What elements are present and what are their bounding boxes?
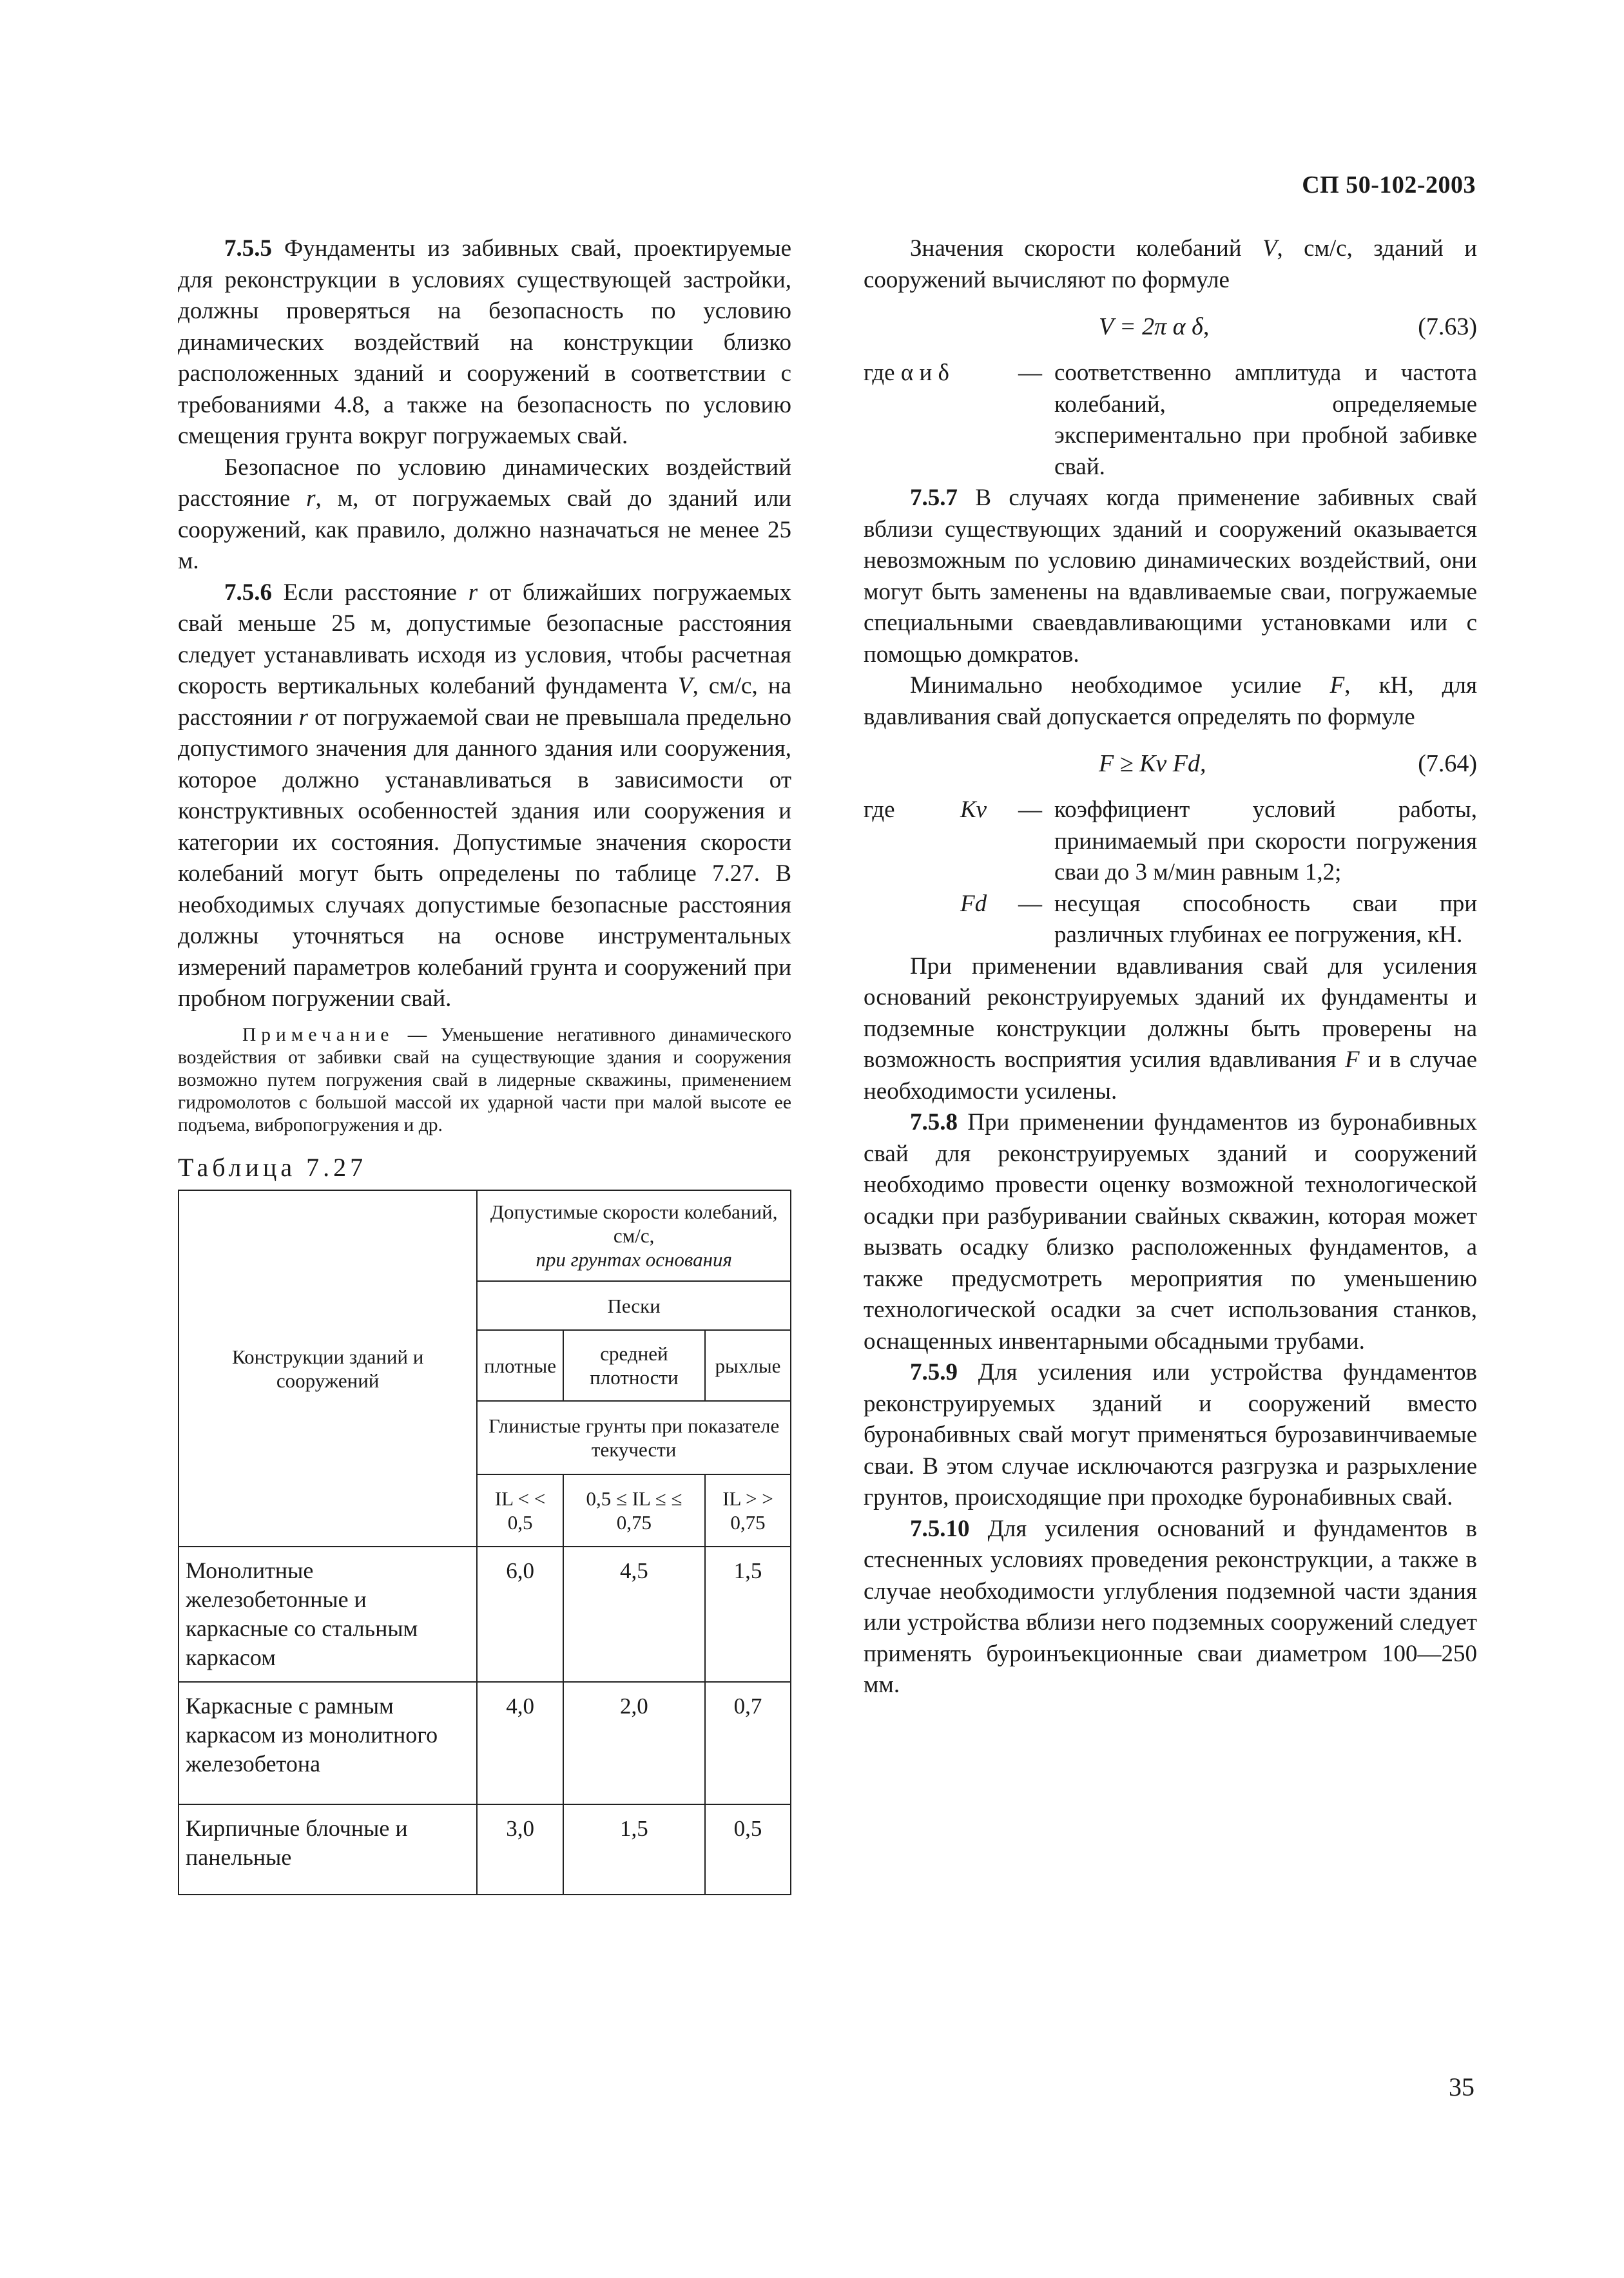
table-row — [179, 1682, 791, 1804]
paragraph-7-5-7 — [864, 483, 1477, 670]
row-label: Кирпичные блочные и панельные — [179, 1804, 477, 1895]
section-number: 7.5.6 — [224, 579, 272, 606]
text: При применении вдавливания свай для усиления оснований реконструируемых зданий их фундаменты и подземные конструкции должны быть проверены на возможность восприятия усилия вдавливания — [864, 952, 1477, 1073]
paragraph-force — [864, 670, 1477, 733]
text: , см/с, зданий и сооружений вычисляют по формуле — [864, 235, 1477, 293]
text: Значения скорости колебаний — [910, 235, 1262, 262]
cell-value: 0,7 — [705, 1682, 791, 1804]
table-row — [179, 1804, 791, 1895]
symbol-v: V — [1262, 235, 1277, 262]
header-dense: плотные — [477, 1330, 563, 1401]
document-code: СП 50-102-2003 — [1302, 171, 1476, 198]
paragraph-pressing — [864, 951, 1477, 1108]
header-clay-3: IL > > 0,75 — [705, 1474, 791, 1547]
cell-value: 4,5 — [563, 1547, 705, 1682]
symbol-f: F — [1329, 672, 1345, 699]
header-clay-1: IL < < 0,5 — [477, 1474, 563, 1547]
paragraph-text: В случаях когда применение забивных свай вблизи существующих зданий и сооружений оказывается невозможным по условию динамических воздействий, они могут быть заменены на вдавливаемые сваи, погружаемые специальными сваевдавливающими установками или с помощью домкратов. — [864, 485, 1477, 668]
paragraph-7-5-10 — [864, 1514, 1477, 1701]
where-lead: где — [864, 796, 895, 823]
table-caption: Таблица 7.27 — [178, 1152, 367, 1182]
cell-value: 0,5 — [705, 1804, 791, 1895]
text: , см/с, на расстоянии — [178, 673, 791, 731]
note-label: Примечание — [242, 1024, 394, 1045]
symbol-r: r — [306, 485, 316, 512]
where-kv — [864, 795, 1477, 889]
header-clay-2: 0,5 ≤ IL ≤ ≤ 0,75 — [563, 1474, 705, 1547]
paragraph-text: Фундаменты из забивных свай, проектируемые для реконструкции в условиях существующей застройки, должны проверяться на безопасность по условию динамических воздействий на конструкции близко расположенных зданий и сооружений в соответствии с требованиями 4.8, а также на безопасность по условию смещения грунта вокруг погружаемых свай. — [178, 235, 791, 449]
header-medium: средней плотности — [563, 1330, 705, 1401]
header-speeds-line: Допустимые скорости колебаний, см/с, — [490, 1201, 778, 1247]
note-text: — Уменьшение негативного динамического воздействия от забивки свай на существующие здания и сооружения возможно путем погружения свай в лидерные скважины, применением гидромолотов с большой массой их ударной части при малой высоте ее подъема, вибропогружения и др. — [178, 1024, 791, 1135]
header-clay: Глинистые грунты при показателе текучести — [477, 1401, 791, 1474]
where-text: соответственно амплитуда и частота колебаний, определяемые экспериментально при пробной забивке свай. — [1054, 360, 1477, 480]
section-number: 7.5.7 — [910, 485, 958, 511]
text: Минимально необходимое усилие — [910, 672, 1330, 699]
cell-value: 1,5 — [563, 1804, 705, 1895]
header-speeds — [477, 1190, 791, 1281]
formula-7-64 — [864, 733, 1477, 795]
section-number: 7.5.9 — [910, 1359, 958, 1385]
symbol-f: F — [1345, 1047, 1360, 1073]
text: от погружаемой сваи не превышала предельно допустимого значения для данного здания или сооружения, которое должно устанавливаться в зависимости от конструктивных особенностей здания или сооружения и категории их состояния. Допустимые значения скорости колебаний могут быть определены по таблице 7.27. В необходимых случаях допустимые безопасные расстояния должны уточняться на основе инструментальных измерений параметров колебаний грунта и сооружений при пробном погружении свай. — [178, 704, 791, 1012]
right-column — [864, 233, 1477, 1701]
cell-value: 1,5 — [705, 1547, 791, 1682]
symbol-r: r — [468, 579, 478, 606]
cell-value: 6,0 — [477, 1547, 563, 1682]
paragraph-7-5-8 — [864, 1107, 1477, 1357]
paragraph-7-5-6 — [178, 577, 791, 1015]
text: Безопасное по условию динамических воздействий расстояние — [178, 454, 791, 512]
formula-number: (7.64) — [1418, 750, 1477, 777]
formula-7-63 — [864, 296, 1477, 358]
paragraph-text: Для усиления или устройства фундаментов реконструируемых зданий и сооружений вместо буронабивных свай могут применяться бурозавинчиваемые сваи. В этом случае исключаются разгрузка и разрыхление грунтов, происходящие при проходке буронабивных свай. — [864, 1359, 1477, 1511]
header-loose: рыхлые — [705, 1330, 791, 1401]
symbol-r: r — [298, 704, 309, 731]
paragraph-7-5-9 — [864, 1357, 1477, 1514]
where-lead: где α и δ — [864, 360, 949, 386]
paragraph-safe-distance — [178, 452, 791, 577]
text: и в случае необходимости усилены. — [864, 1047, 1477, 1105]
text: , м, от погружаемых свай до зданий или сооружений, как правило, должно назначаться не менее 25 м. — [178, 485, 791, 574]
text: Если расстояние — [272, 579, 469, 606]
paragraph-7-5-5 — [178, 233, 791, 452]
section-number: 7.5.10 — [910, 1515, 970, 1542]
text: , кН, для вдавливания свай допускается определять по формуле — [864, 672, 1477, 730]
header-sands: Пески — [477, 1281, 791, 1330]
formula-expression: V = 2π α δ, — [1099, 313, 1210, 340]
paragraph-text: Для усиления оснований и фундаментов в стесненных условиях проведения реконструкции, а также в случае необходимости углубления подземной части здания или устройства вблизи него подземных сооружений следует применять буроинъекционные сваи диаметром 100—250 мм. — [864, 1515, 1477, 1698]
row-label: Монолитные железобетонные и каркасные со стальным каркасом — [179, 1547, 477, 1682]
table-row — [179, 1547, 791, 1682]
header-constructions: Конструкции зданий и сооружений — [179, 1190, 477, 1547]
cell-value: 2,0 — [563, 1682, 705, 1804]
table-7-27 — [178, 1190, 791, 1895]
section-number: 7.5.8 — [910, 1109, 958, 1135]
cell-value: 4,0 — [477, 1682, 563, 1804]
cell-value: 3,0 — [477, 1804, 563, 1895]
where-fd — [864, 889, 1477, 951]
formula-expression: F ≥ Kv Fd, — [1099, 750, 1206, 777]
paragraph-text: При применении фундаментов из буронабивных свай для реконструируемых зданий и сооружений необходимо провести оценку возможной технологической осадки при разбуривании свайных скважин, которая может вызвать осадку близко расположенных фундаментов, а также предусмотреть мероприятия по уменьшению технологической осадки за счет использования станков, оснащенных инвентарными обсадными трубами. — [864, 1109, 1477, 1355]
text: от ближайших погружаемых свай меньше 25 м, допустимые безопасные расстояния следует устанавливать исходя из условия, чтобы расчетная скорость вертикальных колебаний фундамента — [178, 579, 791, 699]
symbol-v: V — [677, 673, 693, 699]
where-alpha-delta — [864, 358, 1477, 483]
where-symbol: Fd — [960, 890, 987, 917]
where-symbol: Kv — [960, 796, 987, 823]
where-dash: — — [1018, 890, 1042, 917]
where-dash: — — [1018, 796, 1042, 823]
row-label: Каркасные с рамным каркасом из монолитного железобетона — [179, 1682, 477, 1804]
section-number: 7.5.5 — [224, 235, 272, 262]
paragraph-velocity — [864, 233, 1477, 296]
where-dash: — — [1018, 360, 1042, 386]
left-column — [178, 233, 791, 1895]
page-number: 35 — [1449, 2072, 1474, 2101]
formula-number: (7.63) — [1418, 313, 1477, 340]
where-lead-empty — [864, 889, 922, 951]
header-speeds-italic: при грунтах основания — [536, 1248, 732, 1271]
where-text: несущая способность сваи при различных глубинах ее погружения, кН. — [1054, 890, 1477, 948]
note — [178, 1024, 791, 1137]
where-text: коэффициент условий работы, принимаемый при скорости погружения сваи до 3 м/мин равным 1,2; — [1054, 796, 1477, 885]
